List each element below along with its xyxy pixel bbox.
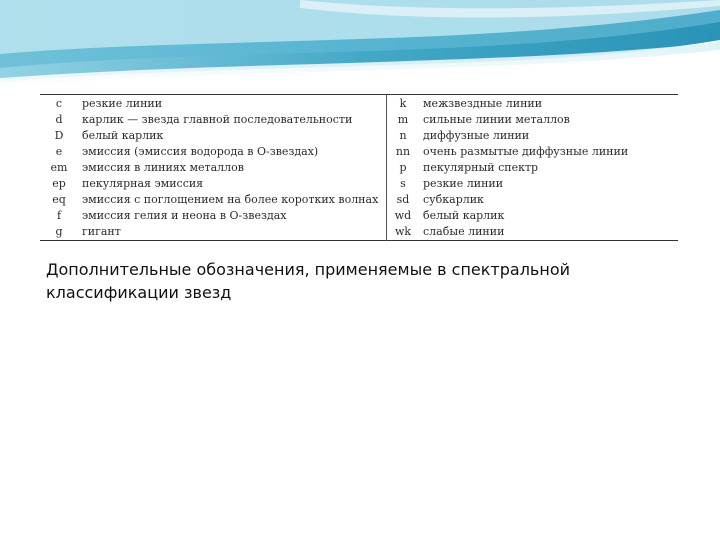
abbreviation-code: s — [400, 177, 406, 190]
abbreviation-code: m — [397, 113, 409, 126]
abbreviation-code: eq — [52, 193, 66, 206]
abbreviation-description: диффузные линии — [423, 129, 530, 142]
abbreviation-code: g — [55, 225, 63, 238]
abbreviation-code: c — [55, 97, 63, 110]
abbreviation-description: эмиссия (эмиссия водорода в О-звездах) — [82, 145, 319, 158]
abbreviation-description: белый карлик — [423, 209, 505, 222]
table-row — [40, 128, 678, 144]
table-row — [40, 176, 678, 192]
abbreviation-code: wk — [394, 225, 412, 238]
abbreviation-description: резкие линии — [82, 97, 163, 110]
abbreviation-table — [40, 94, 678, 241]
abbreviation-code: e — [55, 145, 63, 158]
table-row — [40, 208, 678, 224]
abbreviation-code: d — [55, 113, 63, 126]
abbreviation-description: эмиссия в линиях металлов — [82, 161, 244, 174]
abbreviation-description: белый карлик — [82, 129, 164, 142]
abbreviation-description: эмиссия гелия и неона в О-звездах — [82, 209, 287, 222]
abbreviation-code: ep — [52, 177, 66, 190]
table-row — [40, 112, 678, 128]
abbreviation-code: nn — [395, 145, 411, 158]
abbreviation-description: субкарлик — [423, 193, 484, 206]
abbreviation-code: k — [399, 97, 407, 110]
table-row — [40, 192, 678, 208]
abbreviation-description: карлик — звезда главной последовательности — [82, 113, 353, 126]
abbreviation-description: очень размытые диффузные линии — [423, 145, 629, 158]
abbreviation-code: D — [54, 129, 64, 142]
abbreviation-code: p — [399, 161, 407, 174]
abbreviation-description: сильные линии металлов — [423, 113, 570, 126]
abbreviation-description: резкие линии — [423, 177, 504, 190]
abbreviation-code: n — [399, 129, 407, 142]
abbreviation-table-container — [40, 94, 678, 241]
abbreviation-description: пекулярная эмиссия — [82, 177, 204, 190]
abbreviation-description: межзвездные линии — [423, 97, 543, 110]
abbreviation-code: wd — [394, 209, 412, 222]
abbreviation-description: гигант — [82, 225, 121, 238]
abbreviation-description: пекулярный спектр — [423, 161, 539, 174]
abbreviation-code: em — [50, 161, 68, 174]
abbreviation-description: эмиссия с поглощением на более коротких волнах — [82, 193, 379, 206]
header-wave-decoration — [0, 0, 720, 92]
abbreviation-code: f — [56, 209, 62, 222]
table-row — [40, 224, 678, 241]
abbreviation-code: sd — [396, 193, 410, 206]
table-row — [40, 144, 678, 160]
table-row — [40, 95, 678, 113]
abbreviation-description: слабые линии — [423, 225, 505, 238]
slide-caption: Дополнительные обозначения, применяемые в спектральной классификации звезд — [46, 260, 570, 302]
table-row — [40, 160, 678, 176]
